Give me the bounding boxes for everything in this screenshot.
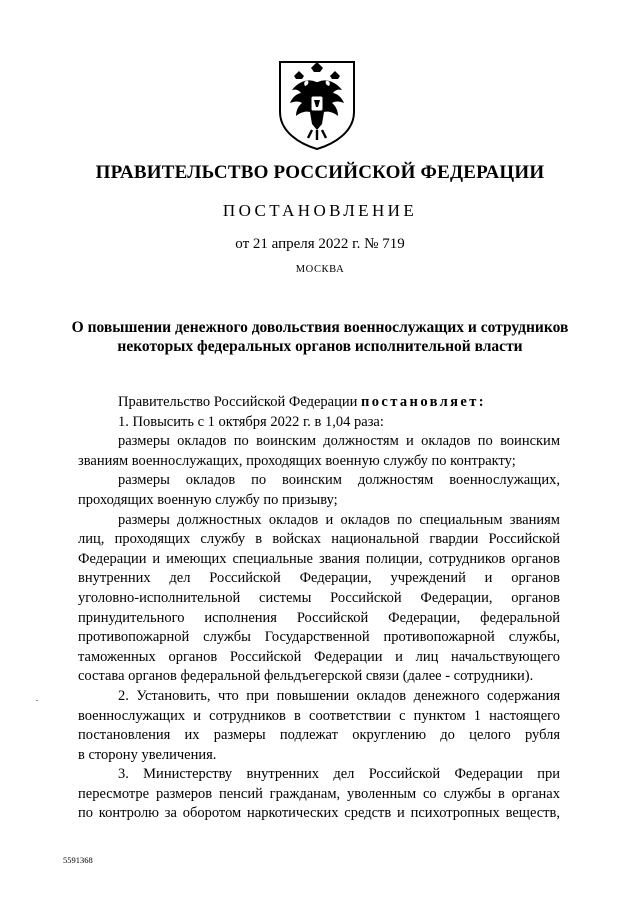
text-line: 1. Повысить с 1 октября 2022 г. в 1,04 раза: xyxy=(118,413,384,430)
document-code: 5591368 xyxy=(63,855,93,865)
text-line: принудительного исполнения Российской Федерации, федеральной xyxy=(78,609,560,626)
text-fragment: Правительство Российской Федерации xyxy=(118,394,361,410)
text-line: размеры должностных окладов и окладов по специальным званиям xyxy=(118,511,560,528)
text-line: Федерации и имеющих специальные звания полиции, сотрудников органов xyxy=(78,550,560,567)
text-line: состава органов федеральной фельдъегерской связи (далее - сотрудники). xyxy=(78,668,534,685)
date-and-number: от 21 апреля 2022 г. № 719 xyxy=(235,236,405,252)
government-title: ПРАВИТЕЛЬСТВО РОССИЙСКОЙ ФЕДЕРАЦИИ xyxy=(95,162,545,183)
text-line: размеры окладов по воинским должностям военнослужащих, xyxy=(118,472,560,489)
text-line: таможенных органов Российской Федерации и лиц начальствующего xyxy=(78,648,560,665)
text-line: противопожарной службы Государственной противопожарной службы, xyxy=(78,629,560,646)
text-line: званиям военнослужащих, проходящих военную службу по контракту; xyxy=(78,452,516,469)
text-line: по контролю за оборотом наркотических средств и психотропных веществ, xyxy=(78,805,560,822)
text-line: военнослужащих и сотрудников в соответствии с пунктом 1 настоящего xyxy=(78,707,560,724)
document-type: ПОСТАНОВЛЕНИЕ xyxy=(222,201,418,220)
text-line: размеры окладов по воинским должностям и окладов по воинским xyxy=(118,433,560,450)
text-line: в сторону увеличения. xyxy=(78,746,217,763)
text-line: 2. Установить, что при повышении окладов денежного содержания xyxy=(118,687,560,704)
text-line: лиц, проходящих службу в войсках национальной гвардии Российской xyxy=(78,531,560,548)
text-line: проходящих военную службу по призыву; xyxy=(78,491,338,508)
subject-line: О повышении денежного довольствия военнослужащих и сотрудников xyxy=(71,319,569,336)
text-line xyxy=(78,393,560,413)
text-line: постановления их размеры подлежат округлению до целого рубля xyxy=(78,727,560,744)
subject-line: некоторых федеральных органов исполнительной власти xyxy=(117,338,523,355)
text-line: пересмотре размеров пенсий гражданам, уволенным со службы в органах xyxy=(78,785,560,802)
document-subject xyxy=(0,318,640,356)
margin-mark xyxy=(36,700,38,701)
city: МОСКВА xyxy=(295,264,345,275)
coat-of-arms-icon xyxy=(272,56,362,152)
document-body xyxy=(78,393,560,824)
text-line: внутренних дел Российской Федерации, учреждений и органов xyxy=(78,570,560,587)
text-line: 3. Министерству внутренних дел Российской Федерации при xyxy=(118,766,560,783)
keyword-postanovlyaet: постановляет: xyxy=(360,394,487,410)
text-line: уголовно-исполнительной системы Российской Федерации, органов xyxy=(78,589,560,606)
